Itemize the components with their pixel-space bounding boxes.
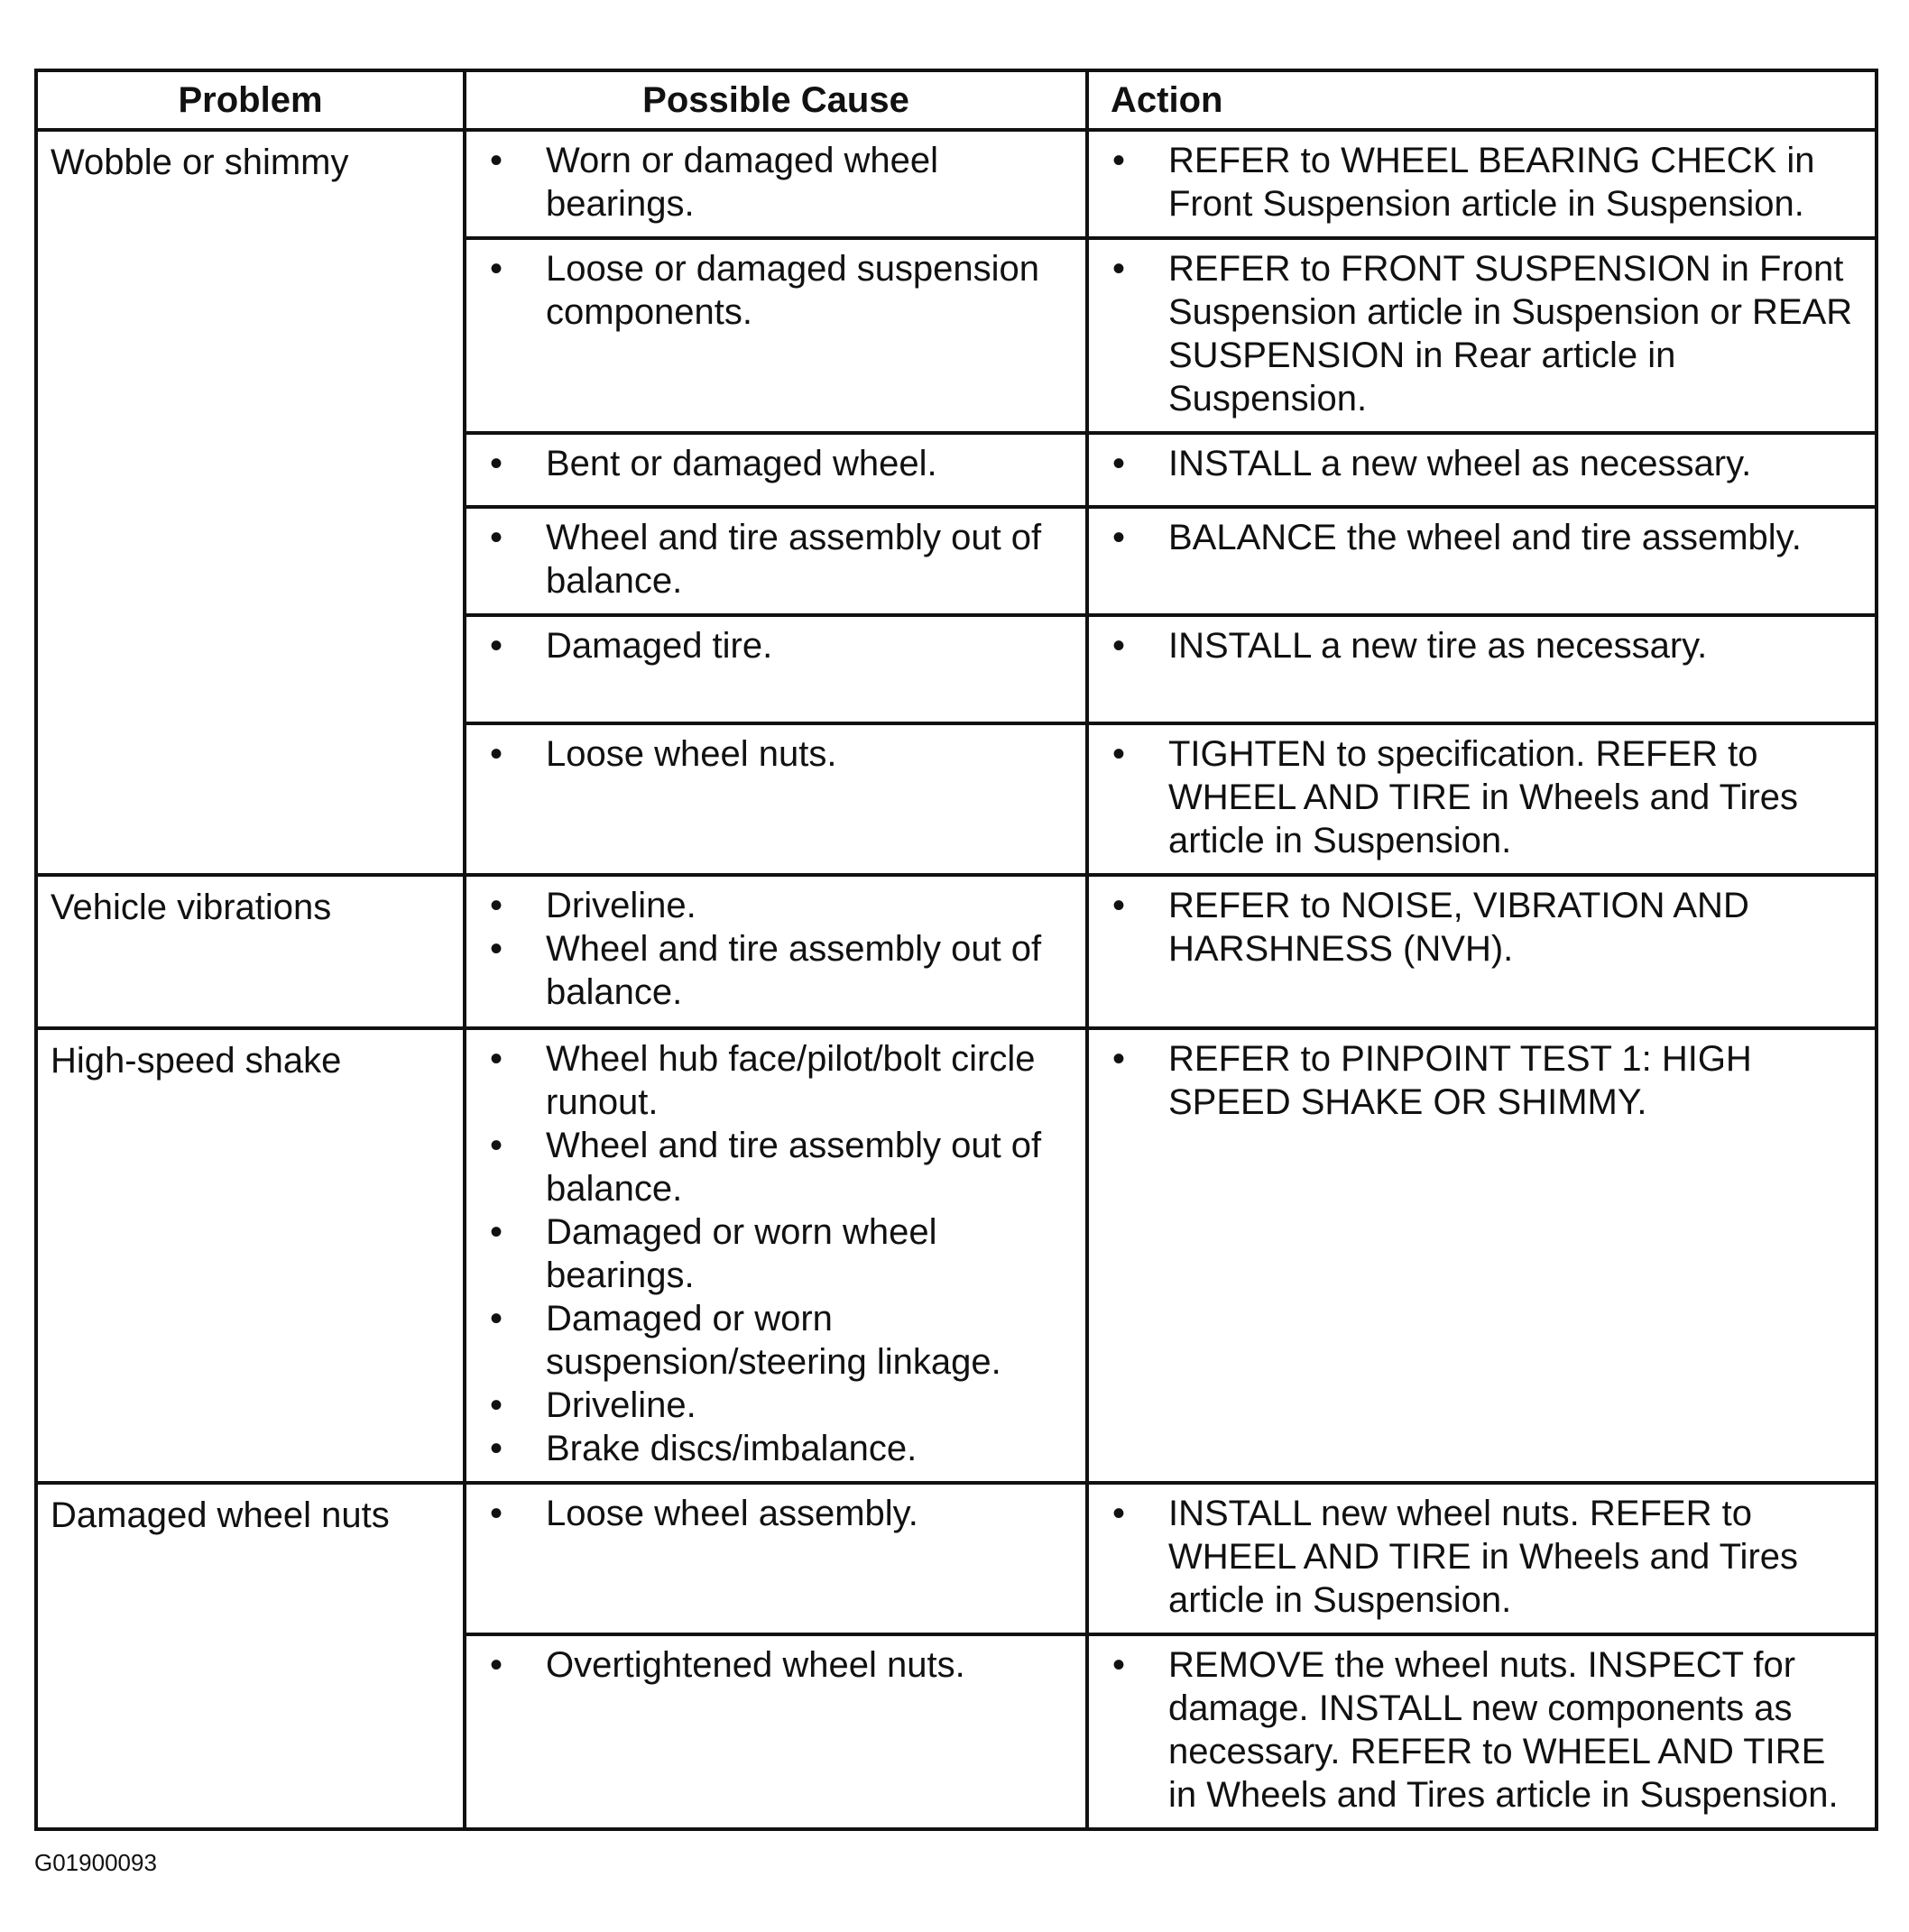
cause-item: • Wheel and tire assembly out of balance.	[483, 516, 1073, 603]
header-problem: Problem	[36, 70, 465, 130]
cause-item: • Driveline.	[483, 1384, 1073, 1427]
header-row	[36, 70, 1877, 130]
action-item: • REFER to NOISE, VIBRATION AND HARSHNESS (NVH).	[1105, 884, 1862, 971]
cause-item: • Overtightened wheel nuts.	[483, 1643, 1073, 1687]
action-cell	[1087, 615, 1877, 723]
cause-item: • Loose or damaged suspension components.	[483, 247, 1073, 334]
cause-item: • Driveline.	[483, 884, 1073, 927]
cause-cell	[465, 433, 1087, 507]
header-action: Action	[1087, 70, 1877, 130]
cause-cell	[465, 1028, 1087, 1483]
header-cause: Possible Cause	[465, 70, 1087, 130]
cause-item: • Wheel and tire assembly out of balance.	[483, 927, 1073, 1014]
diagnosis-table	[34, 69, 1878, 1831]
action-item: • REMOVE the wheel nuts. INSPECT for damage. INSTALL new components as necessary. REFER to WHEEL AND TIRE in Wheels and Tires article in Suspension.	[1105, 1643, 1862, 1817]
action-cell	[1087, 1028, 1877, 1483]
action-cell	[1087, 875, 1877, 1028]
action-item: • REFER to FRONT SUSPENSION in Front Suspension article in Suspension or REAR SUSPENSION in Rear article in Suspension.	[1105, 247, 1862, 420]
problem-cell: Damaged wheel nuts	[36, 1483, 465, 1829]
table-row	[36, 1483, 1877, 1634]
cause-item: • Wheel hub face/pilot/bolt circle runout.	[483, 1037, 1073, 1124]
cause-cell	[465, 615, 1087, 723]
cause-cell	[465, 1634, 1087, 1829]
figure-id: G01900093	[34, 1849, 157, 1876]
problem-cell: Vehicle vibrations	[36, 875, 465, 1028]
table-row	[36, 1028, 1877, 1483]
problem-cell: High-speed shake	[36, 1028, 465, 1483]
problem-cell: Wobble or shimmy	[36, 130, 465, 875]
action-item: • REFER to WHEEL BEARING CHECK in Front Suspension article in Suspension.	[1105, 139, 1862, 225]
cause-item: • Worn or damaged wheel bearings.	[483, 139, 1073, 225]
table-row	[36, 875, 1877, 1028]
action-item: • REFER to PINPOINT TEST 1: HIGH SPEED SHAKE OR SHIMMY.	[1105, 1037, 1862, 1124]
table-row	[36, 130, 1877, 238]
action-cell	[1087, 507, 1877, 615]
action-item: • TIGHTEN to specification. REFER to WHEEL AND TIRE in Wheels and Tires article in Suspension.	[1105, 732, 1862, 862]
cause-cell	[465, 723, 1087, 875]
cause-cell	[465, 238, 1087, 433]
cause-cell	[465, 507, 1087, 615]
cause-cell	[465, 1483, 1087, 1634]
action-item: • INSTALL new wheel nuts. REFER to WHEEL AND TIRE in Wheels and Tires article in Suspension.	[1105, 1492, 1862, 1622]
action-item: • INSTALL a new wheel as necessary.	[1105, 442, 1862, 485]
action-cell	[1087, 723, 1877, 875]
cause-item: • Wheel and tire assembly out of balance.	[483, 1124, 1073, 1210]
action-cell	[1087, 238, 1877, 433]
cause-cell	[465, 875, 1087, 1028]
action-item: • INSTALL a new tire as necessary.	[1105, 624, 1862, 667]
cause-item: • Loose wheel nuts.	[483, 732, 1073, 776]
action-cell	[1087, 1483, 1877, 1634]
cause-cell	[465, 130, 1087, 238]
cause-item: • Bent or damaged wheel.	[483, 442, 1073, 485]
action-item: • BALANCE the wheel and tire assembly.	[1105, 516, 1862, 559]
cause-item: • Brake discs/imbalance.	[483, 1427, 1073, 1470]
cause-item: • Loose wheel assembly.	[483, 1492, 1073, 1535]
action-cell	[1087, 433, 1877, 507]
cause-item: • Damaged tire.	[483, 624, 1073, 667]
cause-item: • Damaged or worn wheel bearings.	[483, 1210, 1073, 1297]
action-cell	[1087, 130, 1877, 238]
action-cell	[1087, 1634, 1877, 1829]
cause-item: • Damaged or worn suspension/steering linkage.	[483, 1297, 1073, 1384]
